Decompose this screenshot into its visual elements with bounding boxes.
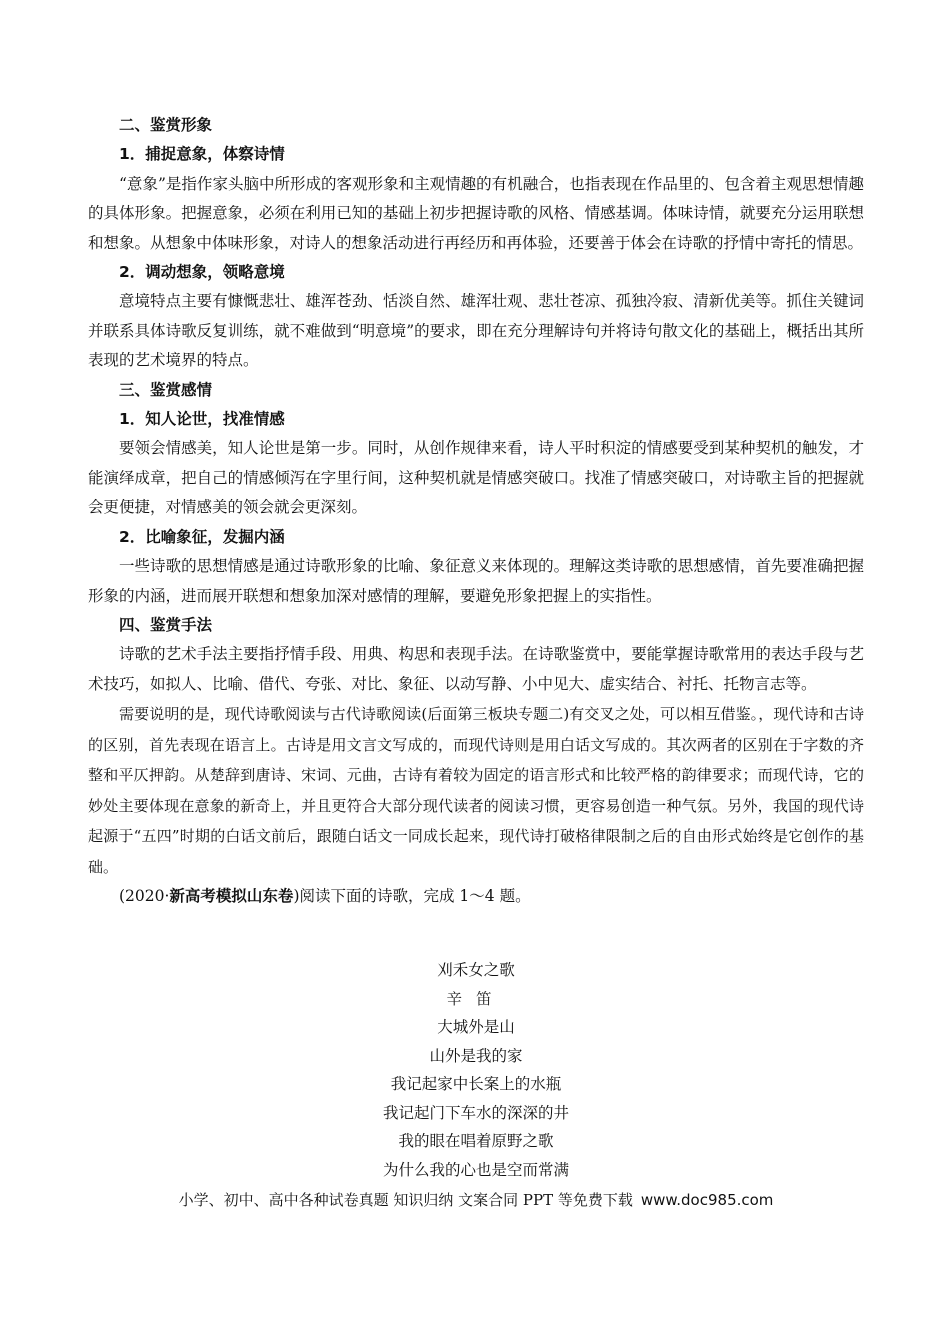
poem-line: 我记起家中长案上的水瓶 bbox=[390, 1075, 562, 1093]
heading-section-2: 二、鉴赏形象 bbox=[119, 116, 213, 134]
heading-section-4: 四、鉴赏手法 bbox=[119, 615, 213, 634]
section-appreciate-image bbox=[88, 111, 864, 912]
footer-url[interactable]: www.doc985.com bbox=[640, 1191, 774, 1209]
subheading-2-2: 2．调动想象，领略意境 bbox=[119, 263, 285, 282]
poem-line: 山外是我的家 bbox=[429, 1046, 523, 1065]
source-suffix: )阅读下面的诗歌，完成 1～4 题。 bbox=[293, 887, 531, 906]
poem-title: 刈禾女之歌 bbox=[437, 961, 515, 979]
subheading-3-1: 1．知人论世，找准情感 bbox=[119, 410, 285, 429]
note-paragraph: 需要说明的是，现代诗歌阅读与古代诗歌阅读(后面第三板块专题二)有交叉之处，可以相互借鉴。，现代诗和古诗的区别，首先表现在语言上。古诗是用文言文写成的，而现代诗则是用白话文写成的。其次两者的区别在于字数的齐整和平仄押韵。从楚辞到唐诗、宋词、元曲，古诗有着较为固定的语言形式和比较严格的韵律要求；而现代诗，它的妙处主要体现在意象的新奇上，并且更符合大部分现代读者的阅读习惯，更容易创造一种气氛。另外，我国的现代诗起源于“五四”时期的白话文前后，跟随白话文一同成长起来，现代诗打破格律限制之后的自由形式始终是它创作的基础。 bbox=[88, 705, 864, 876]
poem-author: 辛笛 bbox=[446, 989, 506, 1008]
paragraph-2-1: “意象”是指作家头脑中所形成的客观形象和主观情趣的有机融合，也指表现在作品里的、包含着主观思想情趣的具体形象。把握意象，必须在利用已知的基础上初步把握诗歌的风格、情感基调。体味诗情，就要充分运用联想和想象。从想象中体味形象，对诗人的想象活动进行再经历和再体验，还要善于体会在诗歌的抒情中寄托的情思。 bbox=[88, 174, 864, 252]
heading-section-3: 三、鉴赏感情 bbox=[119, 380, 213, 399]
paragraph-3-1: 要领会情感美，知人论世是第一步。同时，从创作规律来看，诗人平时积淀的情感要受到某种契机的触发，才能演绎成章，把自己的情感倾泻在字里行间，这种契机就是情感突破口。找准了情感突破口，对诗歌主旨的把握就会更便捷，对情感美的领会就会更深刻。 bbox=[88, 439, 864, 517]
paragraph-2-2: 意境特点主要有慷慨悲壮、雄浑苍劲、恬淡自然、雄浑壮观、悲壮苍凉、孤独冷寂、清新优美等。抓住关键词并联系具体诗歌反复训练，就不难做到“明意境”的要求，即在充分理解诗句并将诗句散文化的基础上，概括出其所表现的艺术境界的特点。 bbox=[88, 292, 864, 370]
subheading-3-2: 2．比喻象征，发掘内涵 bbox=[119, 527, 285, 546]
paragraph-4: 诗歌的艺术手法主要指抒情手段、用典、构思和表现手法。在诗歌鉴赏中，要能掌握诗歌常用的表达手段与艺术技巧，如拟人、比喻、借代、夸张、对比、象征、以动写静、小中见大、虚实结合、衬托、托物言志等。 bbox=[88, 645, 864, 693]
poem-line: 我的眼在唱着原野之歌 bbox=[398, 1132, 554, 1150]
page-footer bbox=[88, 1189, 864, 1210]
poem-line: 为什么我的心也是空而常满 bbox=[382, 1160, 569, 1179]
source-exam-name: 新高考模拟山东卷 bbox=[169, 887, 294, 906]
source-prefix: (2020· bbox=[119, 887, 170, 906]
question-source bbox=[88, 882, 864, 911]
poem bbox=[88, 956, 864, 1184]
poem-line: 大城外是山 bbox=[437, 1018, 515, 1036]
paragraph-3-2: 一些诗歌的思想情感是通过诗歌形象的比喻、象征意义来体现的。理解这类诗歌的思想感情，首先要准确把握形象的内涵，进而展开联想和想象加深对感情的理解，要避免形象把握上的实指性。 bbox=[88, 557, 864, 605]
footer-text: 小学、初中、高中各种试卷真题 知识归纳 文案合同 PPT 等免费下载 bbox=[178, 1191, 633, 1209]
poem-line: 我记起门下车水的深深的井 bbox=[382, 1103, 569, 1122]
subheading-2-1: 1．捕捉意象，体察诗情 bbox=[119, 145, 285, 164]
